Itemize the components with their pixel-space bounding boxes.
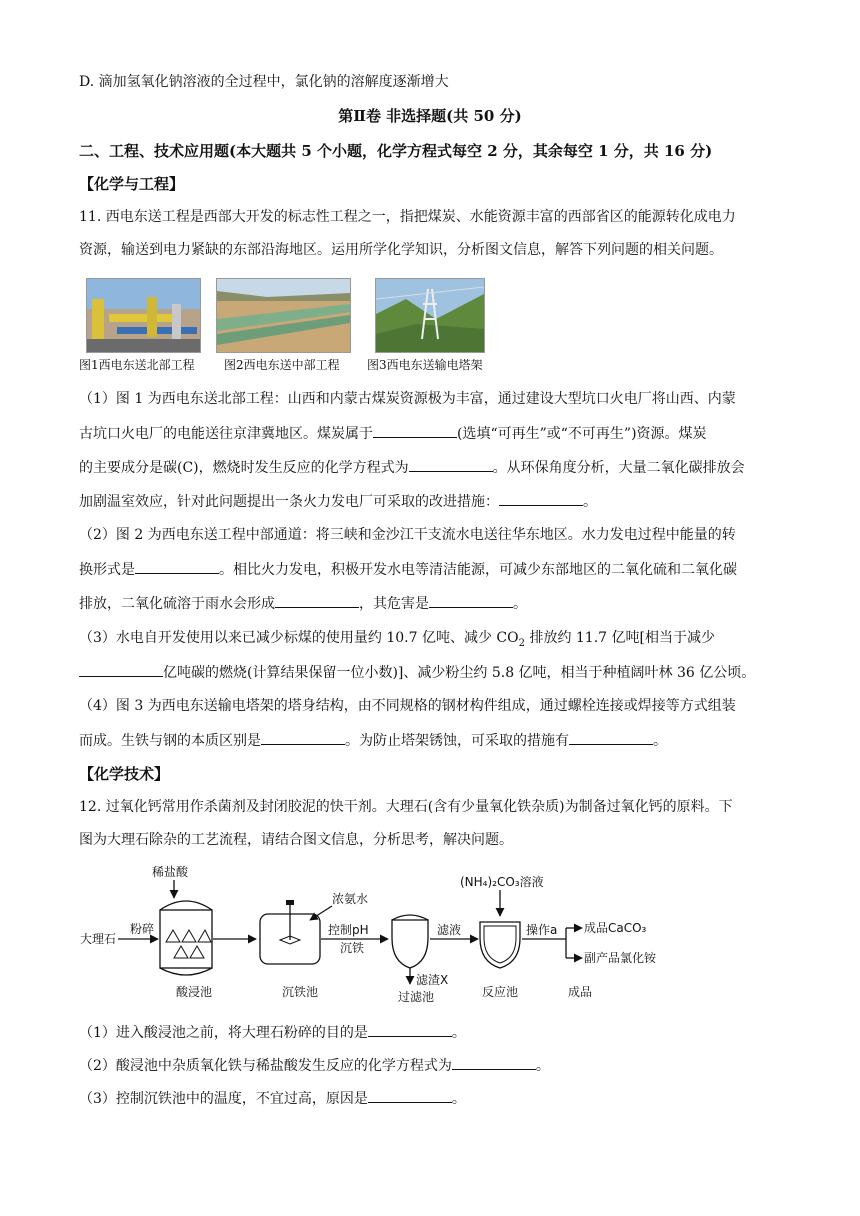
figure3-photo-tower <box>375 278 485 353</box>
section-title: 二、工程、技术应用题(本大题共 5 个小题，化学方程式每空 2 分，其余每空 1 分，共 16 分) <box>79 142 713 160</box>
ph-control-label: 控制pH <box>328 923 369 937</box>
q12-part1: （1）进入酸浸池之前，将大理石粉碎的目的是 。 <box>79 1022 466 1043</box>
reaction-tank <box>480 922 520 968</box>
answer-blank[interactable] <box>275 593 359 608</box>
reaction-tank-label: 反应池 <box>482 985 519 999</box>
q11-part1-line2: 古坑口火电厂的电能送往京津冀地区。煤炭属于 (选填“可再生”或“不可再生”)资源。煤炭 <box>79 423 707 444</box>
answer-blank[interactable] <box>409 457 493 472</box>
answer-blank[interactable] <box>452 1055 536 1070</box>
acid-leach-tank <box>160 901 212 975</box>
figure2-photo-pipes <box>216 278 351 353</box>
q11-part1-line4: 加剧温室效应，针对此问题提出一条火力发电厂可采取的改进措施： 。 <box>79 491 597 512</box>
q11-part3-line2: 亿吨碳的燃烧(计算结果保留一位小数)]、减少粉尘约 5.8 亿吨，相当于种植阔叶林 36 亿公顷。 <box>79 662 755 683</box>
answer-blank[interactable] <box>79 662 163 677</box>
q12-intro-line1: 12. 过氧化钙常用作杀菌剂及封闭胶泥的快干剂。大理石(含有少量氧化铁杂质)为制备过氧化钙的原料。下 <box>79 799 733 815</box>
byproduct-label: 副产品氯化铵 <box>584 951 657 965</box>
answer-blank[interactable] <box>373 423 457 438</box>
q11-part4-line2: 而成。生铁与钢的本质区别是 。为防止塔架锈蚀，可采取的措施有 。 <box>79 730 667 751</box>
marble-label: 大理石 <box>80 932 117 946</box>
answer-blank[interactable] <box>368 1022 452 1037</box>
q12-part3: （3）控制沉铁池中的温度，不宜过高，原因是 。 <box>79 1088 466 1109</box>
q11-intro-line2: 资源，输送到电力紧缺的东部沿海地区。运用所学化学知识，分析图文信息，解答下列问题的相关问题。 <box>79 242 723 258</box>
product-caco3-label: 成品CaCO₃ <box>584 921 647 935</box>
answer-blank[interactable] <box>135 559 219 574</box>
acid-tank-label: 酸浸池 <box>176 985 213 999</box>
figure3-caption: 图3西电东送输电塔架 <box>367 358 483 372</box>
crush-label: 粉碎 <box>130 922 155 936</box>
hcl-label: 稀盐酸 <box>152 865 189 879</box>
q11-intro-line1: 11. 西电东送工程是西部大开发的标志性工程之一，指把煤炭、水能资源丰富的西部省区的能源转化成电力 <box>79 209 736 225</box>
filter-tank <box>392 915 428 968</box>
precipitate-iron-label: 沉铁 <box>340 941 365 955</box>
q11-part2-line2: 换形式是 。相比火力发电，积极开发水电等清洁能源，可减少东部地区的二氧化硫和二氧化碳 <box>79 559 737 580</box>
q12-intro-line2: 图为大理石除杂的工艺流程，请结合图文信息，分析思考，解决问题。 <box>79 832 513 848</box>
answer-blank[interactable] <box>429 593 513 608</box>
iron-precipitation-tank <box>260 900 320 964</box>
q11-part3-line1: （3）水电自开发使用以来已减少标煤的使用量约 10.7 亿吨、减少 $CO_2$ 排放约 11.7 亿吨[相当于减少 <box>79 630 715 649</box>
operation-a-label: 操作a <box>526 923 558 937</box>
q11-part1-line3: 的主要成分是碳(C)，燃烧时发生反应的化学方程式为 。从环保角度分析，大量二氧化碳排放会 <box>79 457 745 478</box>
answer-blank[interactable] <box>368 1088 452 1103</box>
answer-blank[interactable] <box>261 730 345 745</box>
ammonium-carbonate-label: (NH₄)₂CO₃溶液 <box>460 875 544 889</box>
iron-tank-label: 沉铁池 <box>282 985 319 999</box>
q11-part4-line1: （4）图 3 为西电东送输电塔架的塔身结构，由不同规格的钢材构件组成，通过螺栓连接或焊接等方式组装 <box>79 698 736 714</box>
figure2-caption: 图2西电东送中部工程 <box>224 358 340 372</box>
answer-blank[interactable] <box>499 491 583 506</box>
q11-part2-line1: （2）图 2 为西电东送工程中部通道：将三峡和金沙江干支流水电送往华东地区。水力发电过程中能量的转 <box>79 527 736 543</box>
filter-tank-label: 过滤池 <box>398 990 435 1004</box>
ammonia-label: 浓氨水 <box>332 892 369 906</box>
previous-option-d: D. 滴加氢氧化钠溶液的全过程中，氯化钠的溶解度逐渐增大 <box>79 74 449 90</box>
volume-title: 第Ⅱ卷 非选择题(共 50 分) <box>338 107 522 125</box>
answer-blank[interactable] <box>569 730 653 745</box>
chem-engineering-header: 【化学与工程】 <box>79 175 185 193</box>
filtrate-label: 滤液 <box>437 923 462 937</box>
process-flow-diagram <box>70 858 710 1008</box>
figure1-photo-pipeline <box>86 278 201 353</box>
figure1-caption: 图1西电东送北部工程 <box>79 358 195 372</box>
q11-part2-line3: 排放，二氧化硫溶于雨水会形成 ，其危害是 。 <box>79 593 527 614</box>
chem-technology-header: 【化学技术】 <box>79 765 170 783</box>
q11-part1-line1: （1）图 1 为西电东送北部工程：山西和内蒙古煤炭资源极为丰富，通过建设大型坑口火电厂将山西、内蒙 <box>79 391 736 407</box>
q12-part2: （2）酸浸池中杂质氧化铁与稀盐酸发生反应的化学方程式为 。 <box>79 1055 550 1076</box>
residue-x-label: 滤渣X <box>416 973 449 987</box>
finished-product-label: 成品 <box>568 985 593 999</box>
